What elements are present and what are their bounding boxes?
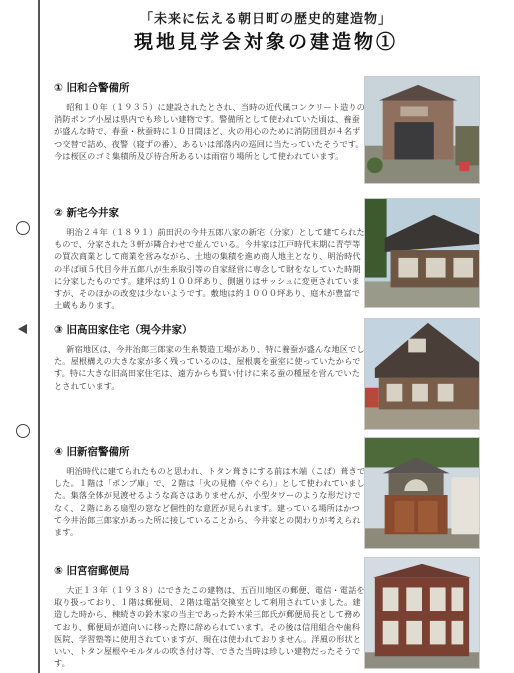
section-heading: ⑤ 旧宮宿郵便局 (54, 565, 130, 577)
section-body: 明治時代に建てられたものと思われ、トタン葺きにする前は木端（こば）葺きでした。１階は「ポンプ庫」で、２階は「火の見櫓（やぐら）」として使われていました。集落全体が見渡せるような高さはありませんが、小型タワーのような形だけでなく、２階にある扇型の窓など個性的な意匠が見られます。建っている場所はかつて今井治郎三郎家があった所に接していることから、今井家との関わりが考えられます。 (54, 466, 366, 538)
section-body: 昭和１０年（１９３５）に建設されたとされ、当時の近代風コンクリート造りの消防ポンプ小屋は県内でも珍しい建物です。警備所として使われていた頃は、養蚕が盛んな時で、春蚕・秋蚕時に１０日間ほど、火の用心のために消防団員が４名ずつ交替で詰め、夜警（寝ずの番）、あるいは部落内の巡回に当たっていたそうです。今は桜区のゴミ集積所及び待合所あるいは雨宿り場所として使われています。 (54, 102, 365, 161)
thatched-farmhouse-photo-icon (364, 318, 480, 430)
binder-hole-icon (16, 424, 30, 438)
section-body: 新宿地区は、今井治郎三郎家の生糸製造工場があり、特に養蚕が盛んな地区でした。屋根構えの大きな家が多く残っているのは、屋根裏を蚕室に使っていたからです。特に大きな旧高田家住宅は、遠方からも買い付けに来る蚕の種屋を営んでいたとされています。 (54, 344, 365, 391)
section-body: 大正１３年（１９３８）にできたこの建物は、五百川地区の郵便、電信・電話を取り扱っており、１階は郵便局、２階は電話交換室として利用されていました。建造した時から、棟続きの鈴木家の当主であった鈴木栄三郎氏が郵便局長として務めており、郵便局が道向いに移った際に辞められています。その後は信用組合や歯科医院、学習塾等に使用されていますが、現在は使われておりません。洋風の形状といい、トタン屋根やモルタルの吹き付け等、できた当時は珍しい建物だったそうです。 (54, 585, 365, 669)
section-body: 明治２４年（１８９１）前田沢の今井五郎八家の新宅（分家）として建てられたもので、分家された３軒が隣合わせで並んでいる。今井家は江戸時代末期に青苧等の買次商業として商業を営みながら、土地の集積を進め商人地主となり、明治時代の半ば頃５代目今井五郎八が生糸取引等の自家経営に専念して財をなしていた時期に分家したものです。建坪は約１００坪あり、側廻りはサッシュに変更されていますが、そのほかの改変は少ないようです。敷地は約１０００坪あり、庭木が豊富で土蔵もあります。 (54, 227, 365, 311)
page-subtitle: 「未来に伝える朝日町の歴史的建造物」 (139, 12, 392, 27)
section-heading: ④ 旧新宿警備所 (54, 446, 130, 458)
binding-line (38, 0, 40, 673)
binder-hole-icon (16, 221, 30, 235)
section-heading: ② 新宅今井家 (54, 207, 120, 219)
binding-margin (0, 0, 38, 673)
section-heading: ① 旧和合警備所 (54, 82, 130, 94)
wooden-house-photo-icon (364, 198, 480, 308)
western-post-office-photo-icon (364, 557, 480, 669)
section-heading: ③ 旧高田家住宅（現今井家） (54, 324, 193, 336)
fire-watch-tower-photo-icon (364, 437, 480, 549)
page-title: 現地見学会対象の建造物① (133, 31, 398, 53)
right-margin (484, 0, 514, 673)
document-page (46, 0, 486, 673)
brick-fire-station-photo-icon (364, 76, 480, 184)
triangle-marker-icon (18, 324, 27, 334)
